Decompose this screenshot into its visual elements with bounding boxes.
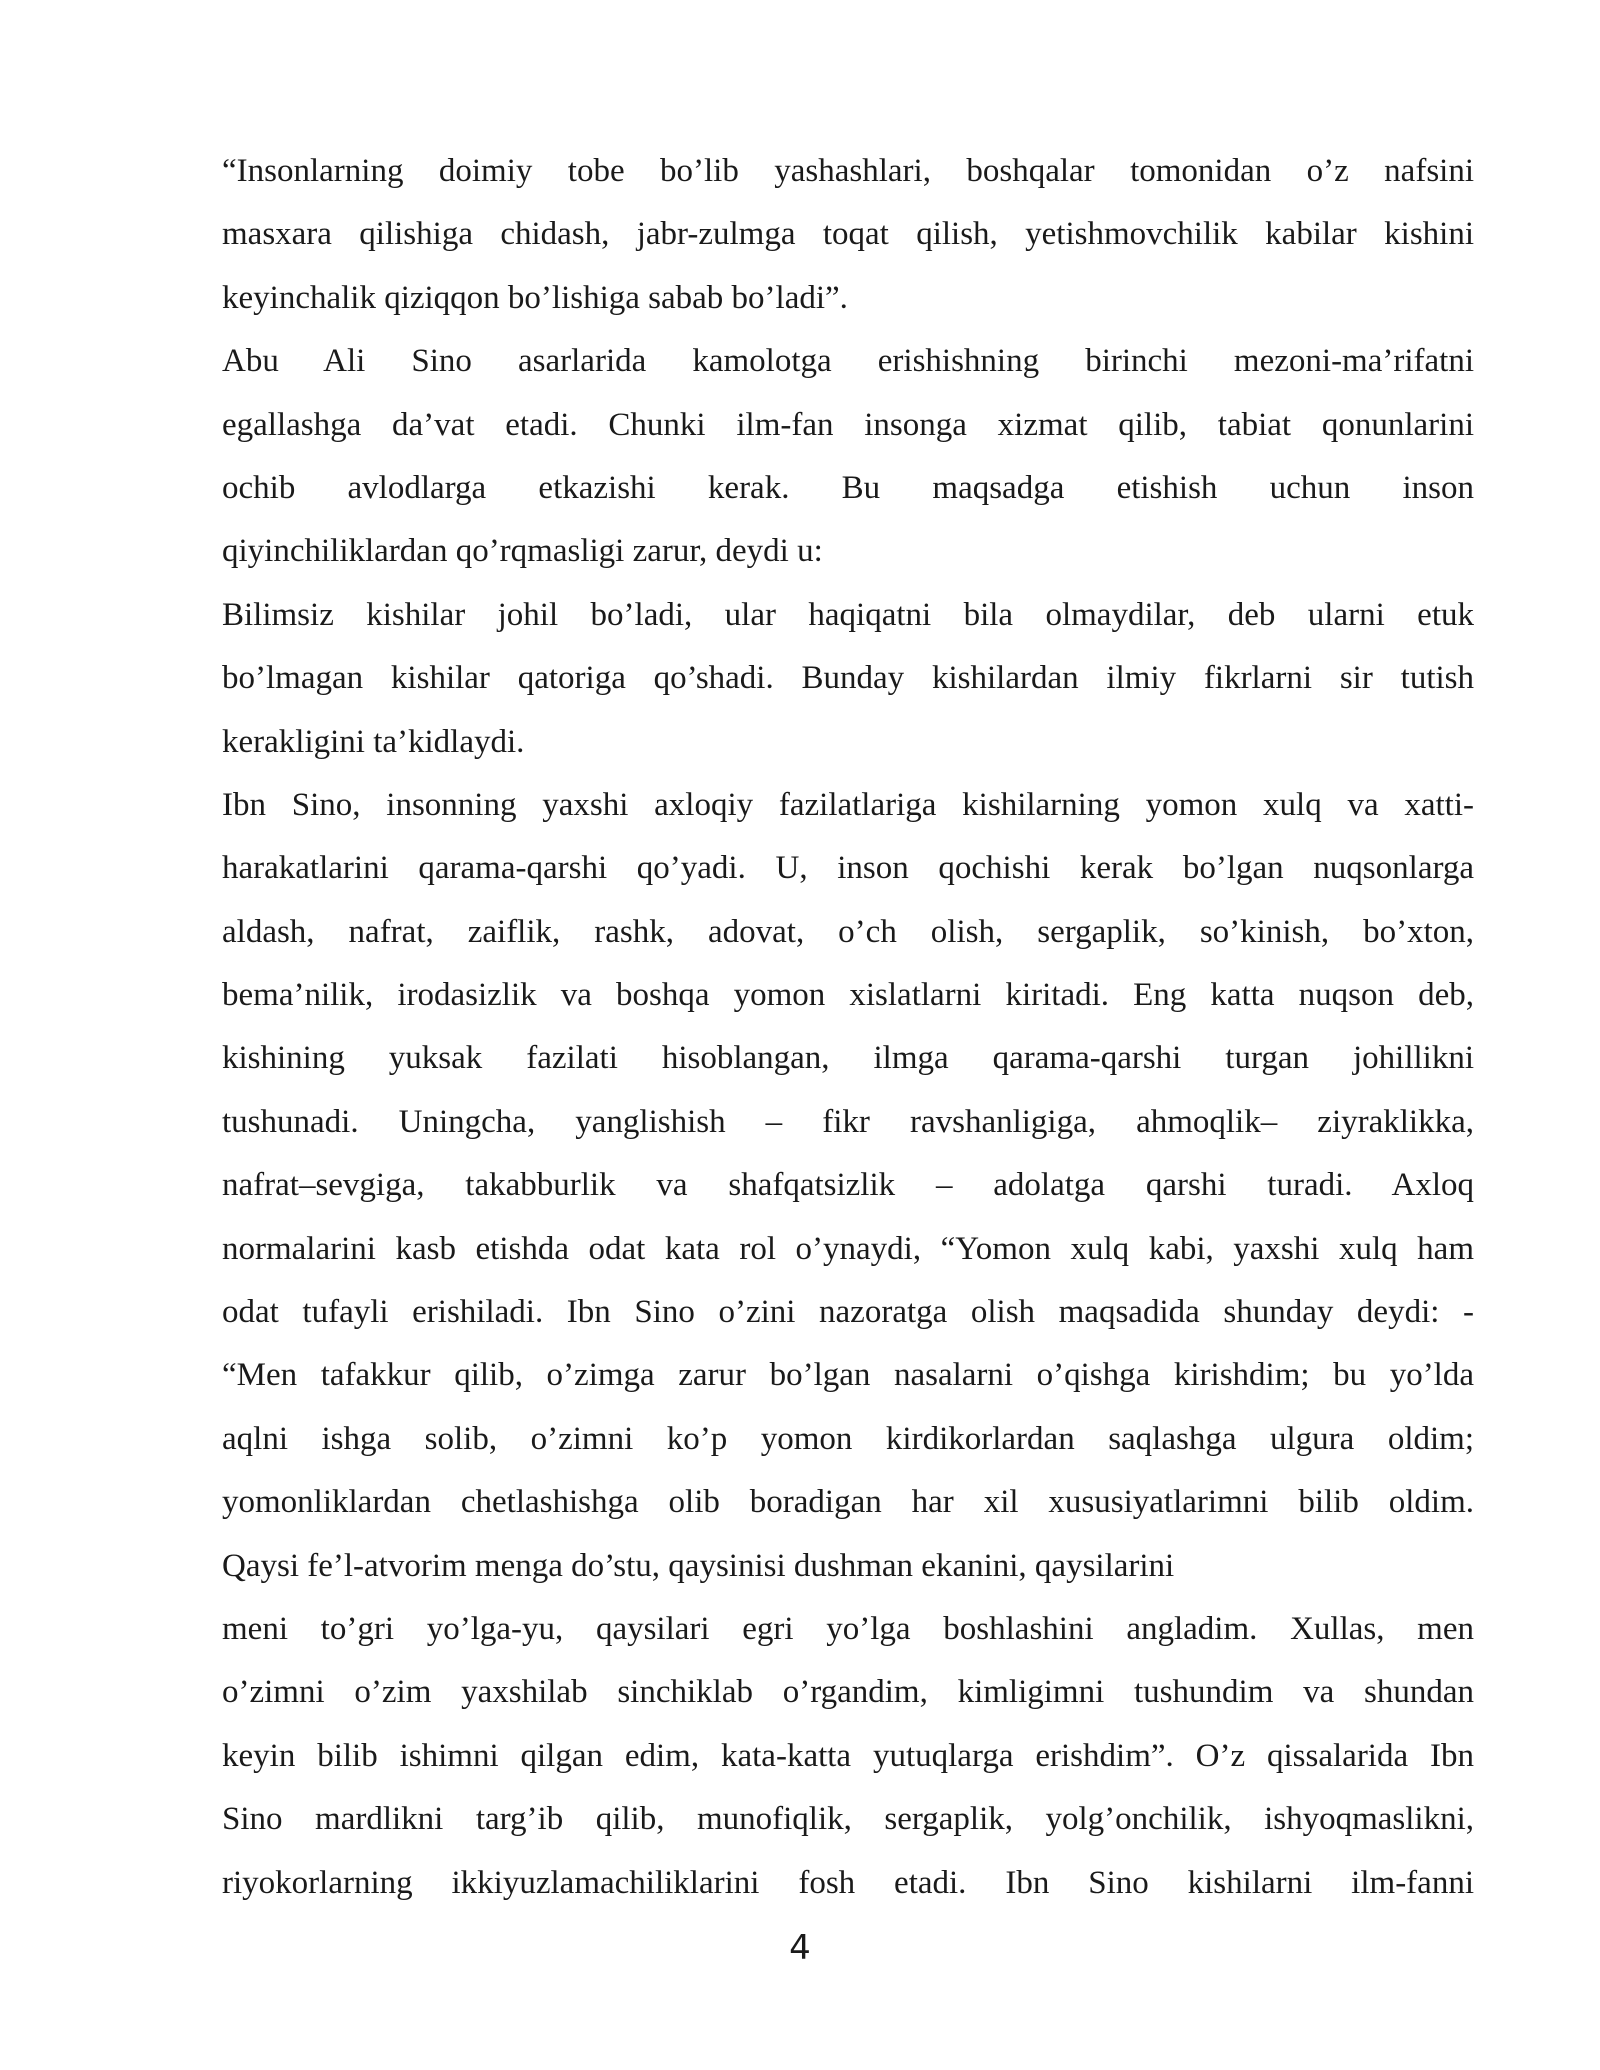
text-line: riyokorlarning ikkiyuzlamachiliklarini fosh etadi. Ibn Sino kishilarni ilm-fanni (222, 1864, 1474, 1901)
text-line: o’zimni o’zim yaxshilab sinchiklab o’rgandim, kimligimni tushundim va shundan (222, 1674, 1474, 1711)
text-line: keyin bilib ishimni qilgan edim, kata-katta yutuqlarga erishdim”. O’z qissalarida Ibn (222, 1737, 1474, 1774)
text-line: aldash, nafrat, zaiflik, rashk, adovat, o’ch olish, sergaplik, so’kinish, bo’xton, (222, 913, 1474, 950)
text-line: yomonliklardan chetlashishga olib boradigan har xil xususiyatlarimni bilib oldim. (222, 1484, 1474, 1521)
text-line: harakatlarini qarama-qarshi qo’yadi. U, inson qochishi kerak bo’lgan nuqsonlarga (222, 850, 1474, 887)
text-line: bema’nilik, irodasizlik va boshqa yomon xislatlarni kiritadi. Eng katta nuqson deb, (222, 977, 1474, 1014)
text-line: Ibn Sino, insonning yaxshi axloqiy fazilatlariga kishilarning yomon xulq va xatti- (222, 786, 1474, 823)
text-line: Bilimsiz kishilar johil bo’ladi, ular haqiqatni bila olmaydilar, deb ularni etuk (222, 596, 1474, 633)
text-line: “Insonlarning doimiy tobe bo’lib yashashlari, boshqalar tomonidan o’z nafsini (222, 153, 1474, 189)
text-line: bo’lmagan kishilar qatoriga qo’shadi. Bunday kishilardan ilmiy fikrlarni sir tutish (222, 660, 1474, 697)
text-line: meni to’gri yo’lga-yu, qaysilari egri yo’lga boshlashini angladim. Xullas, men (222, 1610, 1474, 1647)
page-number: 4 (789, 1928, 811, 1968)
body-text (222, 140, 1474, 1915)
text-line: masxara qilishiga chidash, jabr-zulmga toqat qilish, yetishmovchilik kabilar kishini (222, 216, 1474, 253)
text-line: egallashga da’vat etadi. Chunki ilm-fan insonga xizmat qilib, tabiat qonunlarini (222, 406, 1474, 443)
text-line: tushunadi. Uningcha, yanglishish – fikr ravshanligiga, ahmoqlik– ziyraklikka, (222, 1103, 1474, 1140)
text-line: ochib avlodlarga etkazishi kerak. Bu maqsadga etishish uchun inson (222, 469, 1474, 506)
text-line: “Men tafakkur qilib, o’zimga zarur bo’lgan nasalarni o’qishga kirishdim; bu yo’lda (222, 1357, 1474, 1394)
text-line: Sino mardlikni targ’ib qilib, munofiqlik, sergaplik, yolg’onchilik, ishyoqmaslikni, (222, 1801, 1474, 1838)
text-line: Qaysi fe’l-atvorim menga do’stu, qaysinisi dushman ekanini, qaysilarini (222, 1547, 1175, 1584)
text-line: qiyinchiliklardan qo’rqmasligi zarur, deydi u: (222, 533, 823, 570)
text-line: normalarini kasb etishda odat kata rol o’ynaydi, “Yomon xulq kabi, yaxshi xulq ham (222, 1230, 1474, 1267)
text-line: kishining yuksak fazilati hisoblangan, ilmga qarama-qarshi turgan johillikni (222, 1040, 1474, 1077)
text-line: odat tufayli erishiladi. Ibn Sino o’zini nazoratga olish maqsadida shunday deydi: - (222, 1294, 1474, 1331)
text-line: Abu Ali Sino asarlarida kamolotga erishishning birinchi mezoni-ma’rifatni (222, 343, 1474, 380)
text-line: aqlni ishga solib, o’zimni ko’p yomon kirdikorlardan saqlashga ulgura oldim; (222, 1420, 1474, 1457)
text-line: kerakligini ta’kidlaydi. (222, 723, 525, 760)
text-line: keyinchalik qiziqqon bo’lishiga sabab bo’ladi”. (222, 279, 848, 316)
text-line: nafrat–sevgiga, takabburlik va shafqatsizlik – adolatga qarshi turadi. Axloq (222, 1167, 1474, 1204)
